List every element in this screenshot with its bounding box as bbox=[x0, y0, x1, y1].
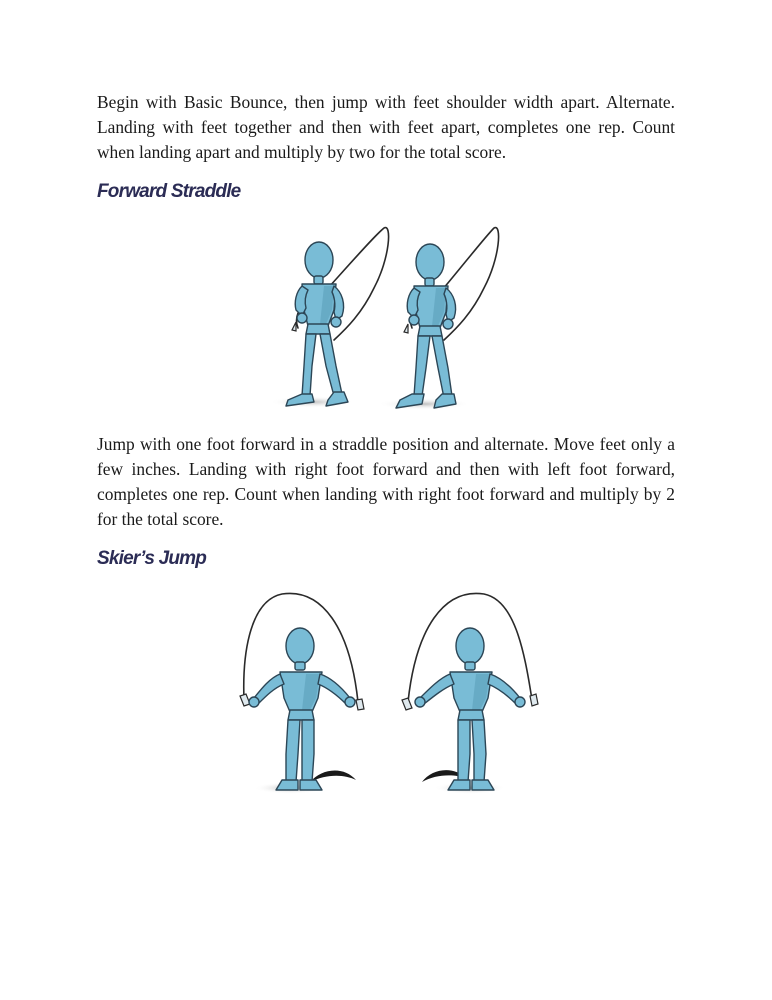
forward-straddle-paragraph: Jump with one foot forward in a straddle position and alternate. Move feet only a few inches. Landing with right foot forward and then with left foot forward, completes one rep. Count when landing with right foot forward and multiply by 2 for the total score. bbox=[97, 434, 675, 529]
straddle-figure-right bbox=[378, 228, 499, 410]
heading-skiers-jump: Skier’s Jump bbox=[97, 548, 207, 569]
forward-straddle-illustration bbox=[262, 218, 512, 423]
skier-figure-left bbox=[240, 593, 364, 794]
skier-figure-right bbox=[402, 593, 538, 794]
straddle-figure-left bbox=[270, 228, 389, 408]
intro-paragraph: Begin with Basic Bounce, then jump with feet shoulder width apart. Alternate. Landing with feet together and then with feet apart, completes one rep. Count when landing apart and multiply by two for the total score. bbox=[97, 92, 675, 162]
skiers-jump-illustration bbox=[232, 588, 544, 803]
heading-forward-straddle: Forward Straddle bbox=[97, 181, 241, 202]
